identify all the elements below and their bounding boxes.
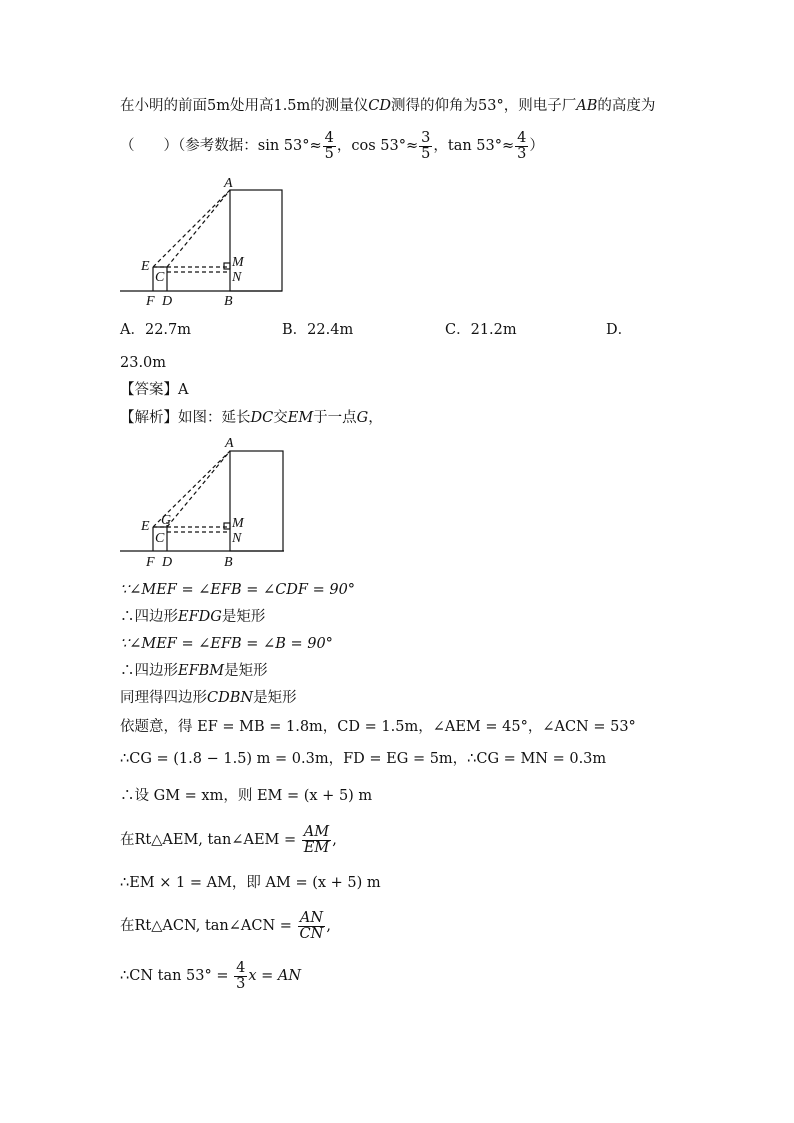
tan-acn-fraction: $\frac{AN}{CN}$	[299, 909, 324, 942]
tan-fraction: $\frac{4}{3}$	[517, 129, 527, 162]
label-d-2: D	[162, 555, 173, 570]
right-angle-mark-2	[224, 523, 230, 529]
step-2: ∴四边形EFDG是矩形	[120, 609, 266, 625]
option-d-value: 23.0m	[120, 355, 167, 371]
label-b: B	[224, 294, 233, 309]
label-n: N	[232, 270, 242, 285]
step-10: ∴EM × 1 = AM，即 AM = (x + 5) m	[120, 875, 381, 891]
label-b-2: B	[224, 555, 233, 570]
step-5: 同理得四边形CDBN是矩形	[120, 690, 297, 706]
option-c: C．21.2m	[445, 322, 517, 338]
step-3: ∵∠MEF = ∠EFB = ∠B = 90°	[120, 636, 333, 652]
step-7: ∴CG = (1.8 − 1.5) m = 0.3m，FD = EG = 5m，∴CG = MN = 0.3m	[120, 751, 607, 767]
step-1: ∵∠MEF = ∠EFB = ∠CDF = 90°	[120, 582, 356, 598]
label-e: E	[141, 259, 150, 274]
label-g-2: G	[161, 513, 172, 528]
label-f-2: F	[146, 555, 155, 570]
option-d: D．	[606, 322, 633, 338]
cos-fraction: $\frac{3}{5}$	[421, 129, 431, 162]
sin-fraction: $\frac{4}{5}$	[324, 129, 334, 162]
label-f: F	[146, 294, 155, 309]
label-d: D	[162, 294, 173, 309]
step-4: ∴四边形EFBM是矩形	[120, 663, 268, 679]
option-a: A．22.7m	[120, 322, 192, 338]
sight-line-ca-2	[167, 451, 230, 527]
step-9: 在Rt△AEM, tan∠AEM = $\frac{AM}{EM}$ ,	[120, 823, 337, 856]
analysis-line: 【解析】如图：延长DC交EM于一点G，	[120, 410, 383, 426]
label-a: A	[224, 176, 233, 191]
label-a-2: A	[225, 436, 234, 451]
four-thirds-fraction: $\frac{4}{3}$	[236, 959, 246, 992]
label-c-2: C	[155, 531, 165, 546]
step-8: ∴设 GM = xm，则 EM = (x + 5) m	[120, 788, 373, 804]
tan-aem-fraction: $\frac{AM}{EM}$	[303, 823, 330, 856]
step-11: 在Rt△ACN, tan∠ACN = $\frac{AN}{CN}$ ,	[120, 909, 331, 942]
label-e-2: E	[141, 519, 150, 534]
label-c: C	[155, 270, 165, 285]
label-m: M	[232, 255, 244, 270]
step-6: 依题意，得 EF = MB = 1.8m，CD = 1.5m，∠AEM = 45°，∠ACN = 53°	[120, 719, 636, 735]
question-line-1: 在小明的前面5m处用高1.5m的测量仪CD测得的仰角为53°，则电子厂AB的高度为	[120, 98, 656, 114]
answer-line: 【答案】A	[120, 382, 189, 398]
step-12: ∴CN tan 53° = $\frac{4}{3}$ x = AN	[120, 959, 302, 992]
option-b: B．22.4m	[282, 322, 354, 338]
label-n-2: N	[232, 531, 242, 546]
label-m-2: M	[232, 516, 244, 531]
question-line-2: （ ）（参考数据：sin 53°≈ $\frac{4}{5}$ ，cos 53°≈ $\frac{3}{5}$ ，tan 53°≈ $\frac{4}{3}$ ）	[120, 129, 544, 162]
